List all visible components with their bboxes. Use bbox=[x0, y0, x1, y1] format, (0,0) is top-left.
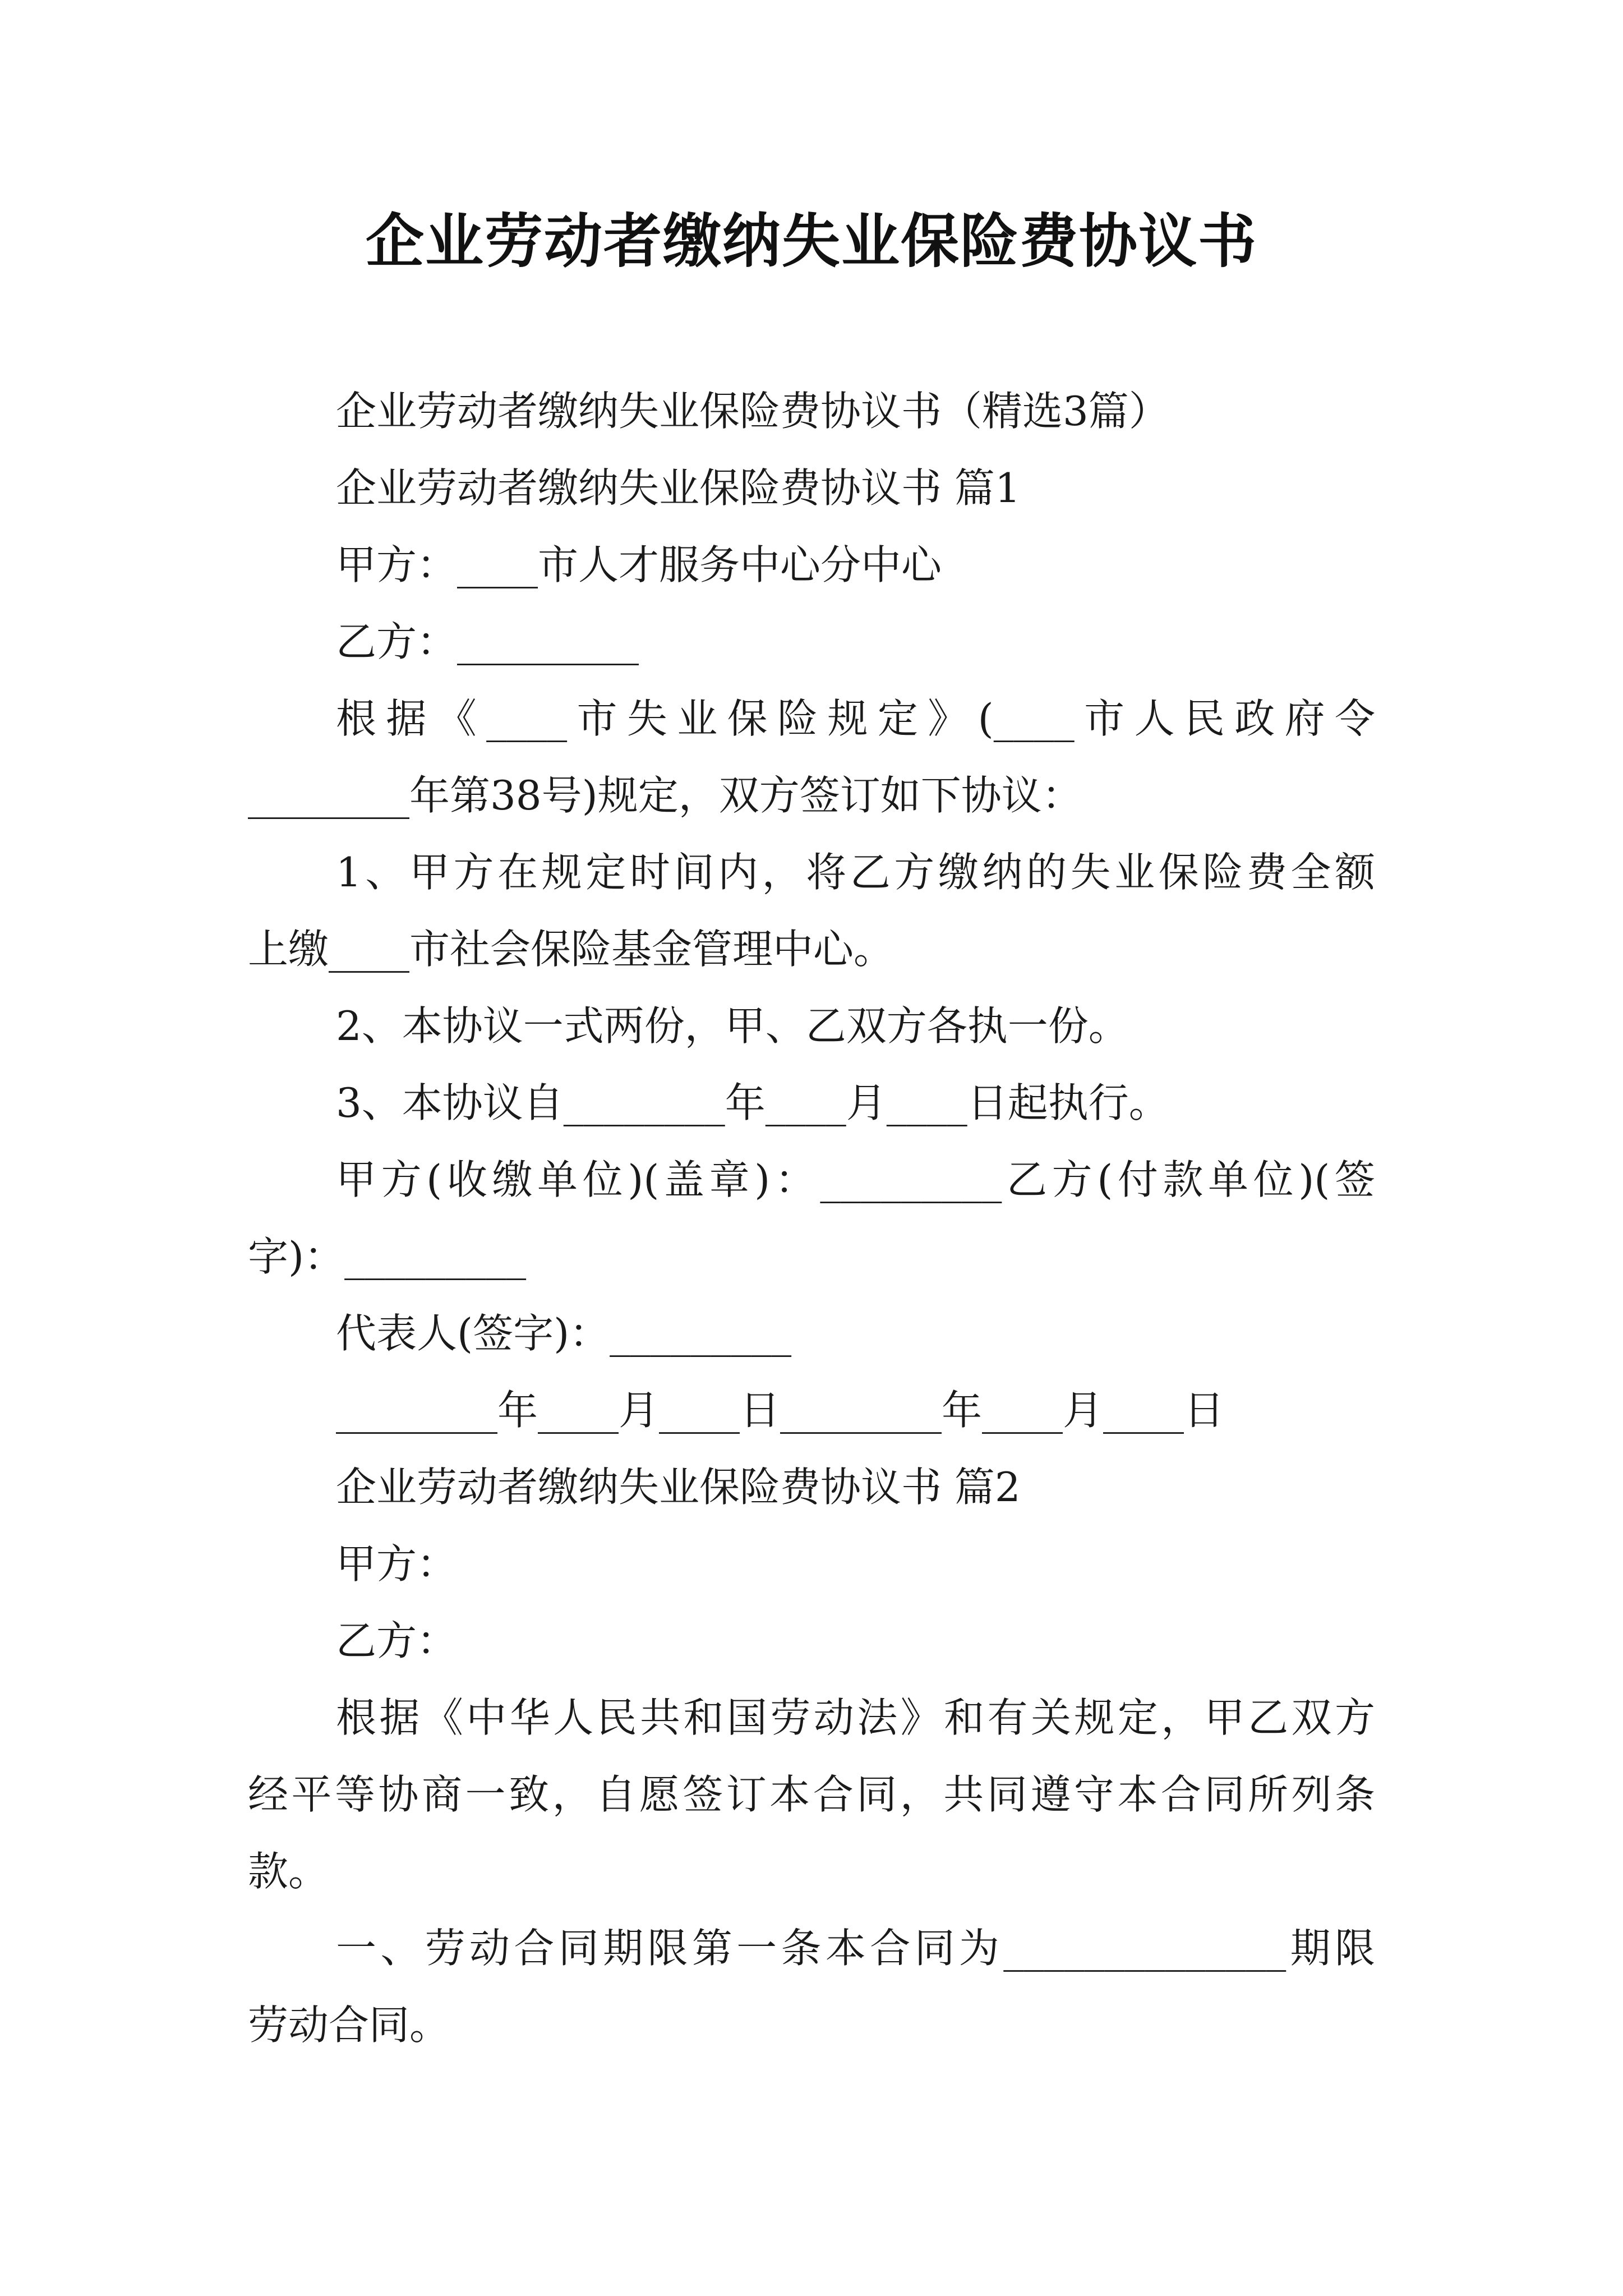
section-heading-2: 企业劳动者缴纳失业保险费协议书 篇2 bbox=[336, 1464, 1021, 1511]
clause-3-line: 3、本协议自________年____月____日起执行。 bbox=[336, 1079, 1169, 1126]
paragraph-line: 根据《中华人民共和国劳动法》和有关规定，甲乙双方 bbox=[336, 1694, 1375, 1741]
clause-1-line: 1、甲方在规定时间内，将乙方缴纳的失业保险费全额 bbox=[336, 849, 1375, 896]
party-b-line: 乙方： bbox=[336, 1617, 458, 1664]
party-b-line: 乙方：_________ bbox=[336, 618, 639, 665]
doc-subtitle: 企业劳动者缴纳失业保险费协议书（精选3篇） bbox=[336, 388, 1169, 435]
document-body bbox=[248, 373, 1375, 2064]
document-title: 企业劳动者缴纳失业保险费协议书 bbox=[365, 206, 1257, 275]
clause-2-line: 2、本协议一式两份，甲、乙双方各执一份。 bbox=[336, 1002, 1129, 1050]
paragraph-line: 根据《____市失业保险规定》(____市人民政府令 bbox=[336, 695, 1375, 742]
party-a-line: 甲方：____市人才服务中心分中心 bbox=[336, 541, 942, 588]
contract-term-line: 一、劳动合同期限第一条本合同为______________期限 bbox=[336, 1925, 1375, 1972]
date-line: ________年____月____日________年____月____日 bbox=[336, 1387, 1224, 1434]
party-a-line: 甲方： bbox=[336, 1540, 458, 1588]
clause-1-line: 上缴____市社会保险基金管理中心。 bbox=[248, 926, 895, 973]
paragraph-line: 款。 bbox=[248, 1848, 329, 1895]
section-heading-1: 企业劳动者缴纳失业保险费协议书 篇1 bbox=[336, 464, 1021, 512]
paragraph-line: ________年第38号)规定，双方签订如下协议： bbox=[248, 772, 1082, 819]
representative-line: 代表人(签字)：_________ bbox=[336, 1310, 792, 1357]
signature-line: 字)：_________ bbox=[248, 1233, 527, 1280]
contract-term-line: 劳动合同。 bbox=[248, 2001, 450, 2049]
paragraph-line: 经平等协商一致，自愿签订本合同，共同遵守本合同所列条 bbox=[248, 1771, 1375, 1818]
signature-line: 甲方(收缴单位)(盖章)：_________乙方(付款单位)(签 bbox=[336, 1156, 1375, 1203]
